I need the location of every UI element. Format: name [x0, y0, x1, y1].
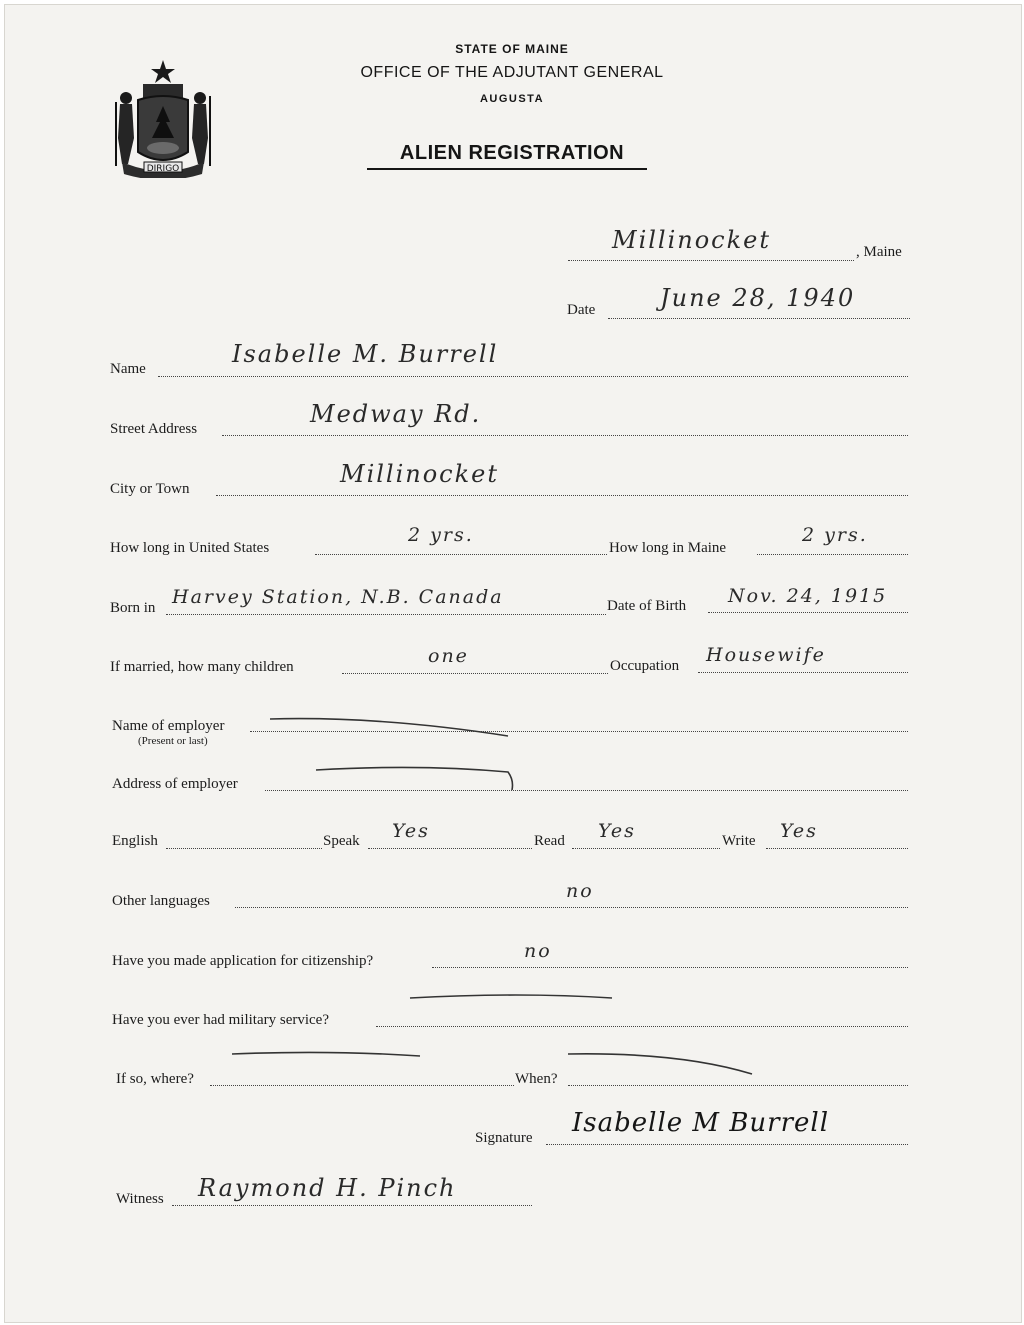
maine-duration-value: 2 yrs. [802, 524, 868, 546]
born-label: Born in [110, 600, 156, 616]
maine-duration-label: How long in Maine [609, 540, 727, 556]
dob-label: Date of Birth [607, 598, 687, 614]
header-office: OFFICE OF THE ADJUTANT GENERAL [360, 64, 664, 81]
city-value: Millinocket [340, 460, 500, 488]
when-label: When? [515, 1071, 558, 1087]
witness-value: Raymond H. Pinch [198, 1174, 457, 1202]
citizenship-value: no [524, 940, 552, 962]
other-languages-label: Other languages [112, 893, 210, 909]
write-label: Write [722, 833, 756, 849]
employer-label: Name of employer [112, 718, 225, 734]
children-label: If married, how many children [110, 659, 294, 675]
speak-label: Speak [323, 833, 360, 849]
us-duration-value: 2 yrs. [408, 524, 474, 546]
other-languages-value: no [566, 880, 594, 902]
write-value: Yes [780, 820, 818, 842]
street-value: Medway Rd. [310, 400, 482, 428]
name-label: Name [110, 361, 146, 377]
children-value: one [428, 645, 469, 667]
form-title: ALIEN REGISTRATION [399, 142, 625, 164]
date-label: Date [567, 302, 596, 318]
signature-label: Signature [475, 1130, 533, 1146]
born-value: Harvey Station, N.B. Canada [172, 586, 504, 608]
military-label: Have you ever had military service? [112, 1012, 329, 1028]
place-value: Millinocket [612, 226, 772, 254]
employer-sublabel: (Present or last) [138, 735, 208, 747]
dob-value: Nov. 24, 1915 [728, 585, 888, 607]
place-suffix: , Maine [856, 244, 902, 260]
employer-address-label: Address of employer [112, 776, 238, 792]
date-value: June 28, 1940 [660, 284, 856, 312]
where-label: If so, where? [116, 1071, 194, 1087]
read-value: Yes [598, 820, 636, 842]
signature-value: Isabelle M Burrell [572, 1108, 830, 1138]
english-label: English [112, 833, 158, 849]
occupation-label: Occupation [610, 658, 680, 674]
speak-value: Yes [392, 820, 430, 842]
city-label: City or Town [110, 481, 190, 497]
witness-label: Witness [116, 1191, 164, 1207]
seal-motto: DIRIGO [146, 164, 180, 174]
read-label: Read [534, 833, 565, 849]
street-label: Street Address [110, 421, 198, 437]
citizenship-label: Have you made application for citizenship? [112, 953, 374, 969]
header-city: AUGUSTA [479, 93, 545, 105]
name-value: Isabelle M. Burrell [232, 340, 499, 368]
header-state: STATE OF MAINE [455, 42, 569, 56]
occupation-value: Housewife [706, 644, 826, 666]
us-duration-label: How long in United States [110, 540, 270, 556]
